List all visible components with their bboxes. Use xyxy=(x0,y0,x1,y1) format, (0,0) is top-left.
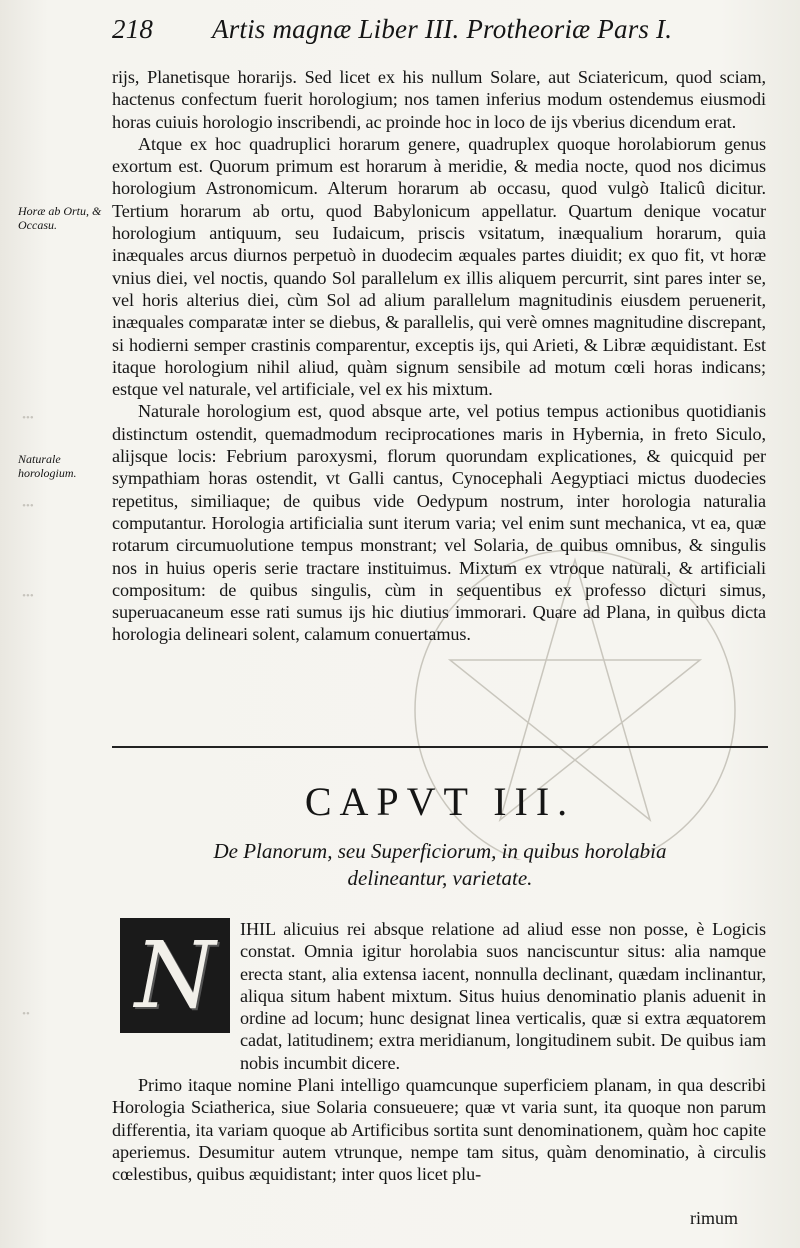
bleed-through-note: •• xyxy=(22,1008,30,1020)
section-divider xyxy=(112,746,768,748)
decorated-initial xyxy=(120,918,230,1033)
chapter-opening-text xyxy=(240,918,766,1074)
bleed-through-note: ••• xyxy=(22,590,34,602)
paragraph: Atque ex hoc quadruplici horarum genere, quadruplex quoque horolabiorum genus exortum est. Quorum primum est horarum à meridie, & media nocte, quod nos dicimus horologium Astronomicum. Alterum horarum ab occasu, quod vulgò Italicû dicitur. Tertium horarum ab ortu, quod Babylonicum appellatur. Quartum denique vocatur horologium antiquum, seu Iudaicum, priscis vsitatum, inæqualium horarum, quia inæquales arcus diurnos perpetuò in duodecim æquales partes diuidit; ex quo fit, vt horæ vnius diei, vel noctis, quando Sol parallelum ex illis aliquem percurrit, sint pares inter se, vel horis alterius diei, cùm Sol ad alium parallelum magnitudinis eiusdem peruenerit, inæquales comparatæ inter se diebus, & parallelis, qui verè omnes magnitudine discrepant, si hodierni semper crastinis comparentur, exceptis ijs, qui Arieti, & Libræ æquidistant. Est itaque horologium nihil aliud, quàm signum sensibile ad motum cœli horas indicans; estque vel naturale, vel artificiale, vel ex his mixtum. xyxy=(112,133,766,400)
paragraph: rijs, Planetisque horarijs. Sed licet ex his nullum Solare, aut Sciatericum, quod sciam, hactenus confectum fuerit horologium; nos tamen inferius modum ostendemus eiusmodi horas cuiuis horologio inscribendi, ac proinde hoc in loco de ijs vberius dicendum erat. xyxy=(112,67,766,132)
chapter-title: CAPVT III. xyxy=(304,779,576,824)
paragraph: Primo itaque nomine Plani intelligo quamcunque superficiem planam, in qua describi Horologia Sciatherica, siue Solaria consueuere; quæ vt varia sunt, ita quoque non parum differentia, ita variam quoque ab Artificibus sortita sunt denominationem, quàm hoc capite aperiemus. Desumitur autem vtrunque, nempe tam situs, quàm denominatio, à circulis cœlestibus, quibus æquidistant; inter quos licet plu- xyxy=(112,1075,766,1185)
chapter-body-text xyxy=(112,1074,766,1185)
margin-note-natural: Naturale horologium. xyxy=(18,452,77,480)
paragraph: IHIL alicuius rei absque relatione ad aliud esse non posse, è Logicis constat. Omnia igitur horolabia suos nanciscuntur situs: alia namque erecta stant, alia extensa iacent, nonnulla declinant, quædam inclinantur, aliqua situm habent mixtum. Situs huius denominatio planis aduenit in ordine ad locum; hunc designat linea verticalis, quæ si extra æquatorem cadat, latitudinem; extra meridianum, longitudinem subit. De quibus iam nobis incumbit dicere. xyxy=(240,919,766,1073)
section-intro-text xyxy=(112,66,766,646)
chapter-subtitle-line: De Planorum, seu Superficiorum, in quibus horolabia xyxy=(213,839,667,863)
chapter-subtitle xyxy=(112,838,768,892)
running-header xyxy=(112,14,772,54)
running-title: Artis magnæ Liber III. Protheoriæ Pars I. xyxy=(212,14,673,44)
page-number: 218 xyxy=(112,14,154,44)
catchword: rimum xyxy=(690,1208,738,1228)
bleed-through-note: ••• xyxy=(22,412,34,424)
initial-letter: N xyxy=(134,922,216,1029)
margin-note-hours: Horæ ab Ortu, & Occasu. xyxy=(18,204,102,232)
chapter-subtitle-line: delineantur, varietate. xyxy=(347,866,533,890)
bleed-through-note: ••• xyxy=(22,500,34,512)
paragraph: Naturale horologium est, quod absque arte, vel potius tempus actionibus quotidianis distinctum ostendit, quemadmodum reciprocationes maris in Hybernia, in freto Siculo, alijsque locis: Febrium paroxysmi, florum quorundam explicationes, & quicquid per sympathiam horas ostendit, vt Galli cantus, Cynocephali Aegyptiaci mictus duodecies repetitus, similiaque; de quibus vide Oedypum nostrum, inter horologia naturalia computantur. Horologia artificialia sunt iterum varia; vel enim sunt mechanica, vt ea, quæ rotarum circumuolutione tempus monstrant; vel Solaria, de quibus omnibus, & singulis nos in huius operis serie tractare instituimus. Mixtum ex vtroque naturali, & artificiali compositum: de quibus singulis, cùm in sequentibus ex professo dicturi simus, superuacaneum esse rati sumus ijs hic diutius immorari. Quare ad Plana, in quibus dicta horologia delineari solent, calamum conuertamus. xyxy=(112,401,766,645)
